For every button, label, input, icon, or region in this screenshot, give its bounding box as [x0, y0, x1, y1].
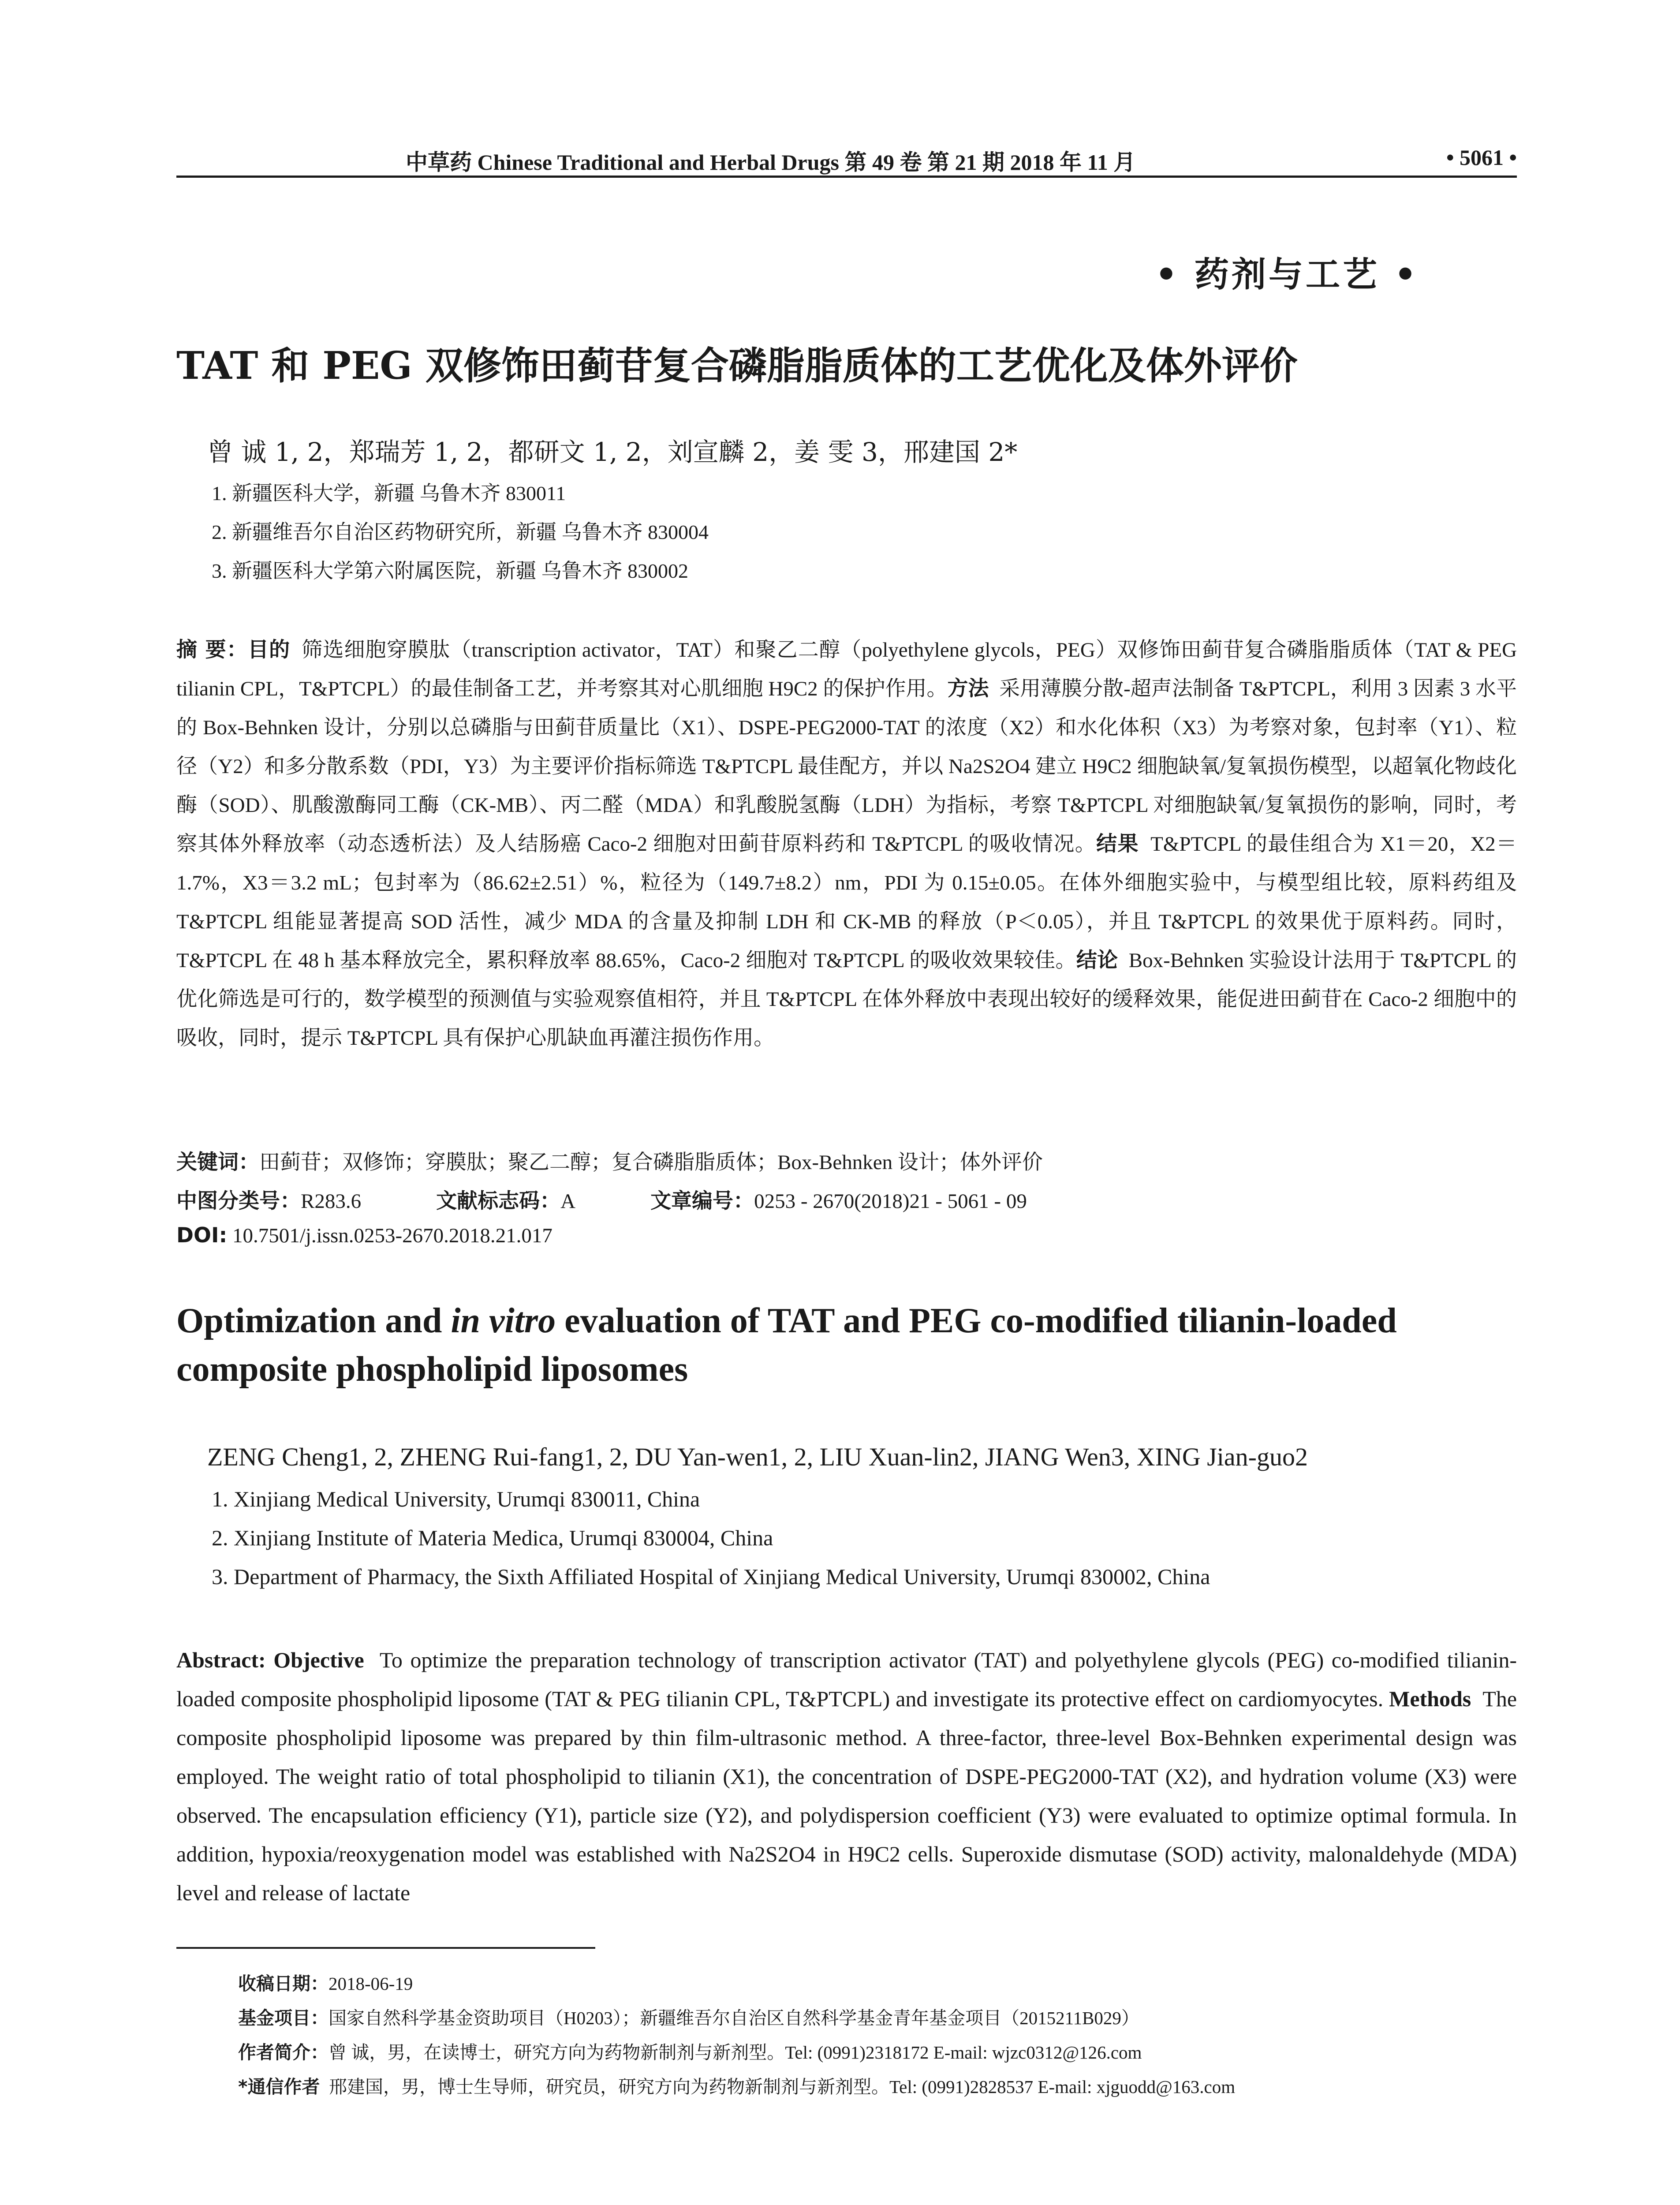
- affiliation-en-2: 2. Xinjiang Institute of Materia Medica, Urumqi 830004, China: [212, 1525, 773, 1550]
- methods-en-label: Methods: [1389, 1686, 1471, 1711]
- abstract-en: [176, 1641, 1517, 1912]
- footnote-fund: [238, 2003, 1139, 2029]
- abstract-cn-label: 摘 要：: [176, 638, 248, 662]
- keywords-cn-label: 关键词：: [176, 1150, 259, 1174]
- authors-en: ZENG Cheng1, 2, ZHENG Rui-fang1, 2, DU Yan-wen1, 2, LIU Xuan-lin2, JIANG Wen3, XING Jian-guo2: [207, 1443, 1308, 1471]
- article-no-value: 0253 - 2670(2018)21 - 5061 - 09: [754, 1190, 1027, 1213]
- doi-line: [176, 1223, 553, 1248]
- running-header: [176, 140, 1517, 180]
- doc-code-value: A: [560, 1190, 576, 1213]
- footnote-received: [238, 1969, 413, 1995]
- article-no-label: 文章编号：: [650, 1189, 754, 1213]
- author-text: 曾 诚，男，在读博士，研究方向为药物新制剂与新剂型。Tel: (0991)2318172 E-mail: wjzc0312@126.com: [329, 2042, 1142, 2063]
- fund-text: 国家自然科学基金资助项目（H0203）；新疆维吾尔自治区自然科学基金青年基金项目（2015211B029）: [329, 2008, 1139, 2028]
- title-en-italic: in vitro: [451, 1301, 556, 1340]
- conclusion-cn: Box-Behnken 实验设计法用于 T&PTCPL 的优化筛选是可行的，数学模型的预测值与实验观察值相符，并且 T&PTCPL 在体外释放中表现出较好的缓释效果，能促进田蓟苷在 Caco-2 细胞中的吸收，同时，提示 T&PTCPL 具有保护心肌缺血再灌注损伤作用。: [176, 949, 1517, 1050]
- received-label: 收稿日期：: [238, 1973, 329, 1994]
- author-label: 作者简介：: [238, 2042, 329, 2063]
- corr-text: 邢建国，男，博士生导师，研究员，研究方向为药物新制剂与新剂型。Tel: (0991)2828537 E-mail: xjguodd@163.com: [329, 2077, 1236, 2097]
- title-cn: TAT 和 PEG 双修饰田蓟苷复合磷脂脂质体的工艺优化及体外评价: [176, 344, 1298, 388]
- clc-label: 中图分类号：: [176, 1189, 301, 1213]
- objective-cn-label: 目的: [248, 638, 291, 662]
- affiliation-cn-3: 3. 新疆医科大学第六附属医院，新疆 乌鲁木齐 830002: [212, 560, 688, 582]
- page-number: • 5061 •: [1446, 145, 1517, 170]
- title-en-part1: Optimization and: [176, 1301, 451, 1340]
- affiliation-cn-1: 1. 新疆医科大学，新疆 乌鲁木齐 830011: [212, 482, 566, 505]
- title-en-part2: evaluation of TAT and PEG co-modified tilianin-loaded composite phospholipid liposomes: [176, 1301, 1397, 1389]
- conclusion-cn-label: 结论: [1076, 948, 1118, 972]
- journal-info: 中草药 Chinese Traditional and Herbal Drugs 第 49 卷 第 21 期 2018 年 11 月: [406, 150, 1136, 175]
- received-date: 2018-06-19: [329, 1973, 413, 1994]
- doi-label: DOI:: [176, 1223, 228, 1248]
- section-label: • 药剂与工艺 •: [1155, 254, 1419, 295]
- objective-en-label: Objective: [273, 1648, 364, 1672]
- fund-label: 基金项目：: [238, 2007, 329, 2029]
- title-en: [176, 1297, 1534, 1394]
- keywords-cn: [176, 1146, 1043, 1175]
- doc-code-label: 文献标志码：: [436, 1189, 561, 1213]
- classification-line: [176, 1185, 1027, 1214]
- methods-cn-label: 方法: [947, 676, 989, 701]
- footnote-author: [238, 2038, 1142, 2064]
- affiliation-en-1: 1. Xinjiang Medical University, Urumqi 830011, China: [212, 1487, 700, 1511]
- results-cn: T&PTCPL 的最佳组合为 X1＝20，X2＝1.7%，X3＝3.2 mL；包封率为（86.62±2.51）%，粒径为（149.7±8.2）nm，PDI 为 0.15±0.05。在体外细胞实验中，与模型组比较，原料药组及 T&PTCPL 组能显著提高 SOD 活性，减少 MDA 的含量及抑制 LDH 和 CK-MB 的释放（P＜0.05），并且 T&PTCPL 的效果优于原料药。同时，T&PTCPL 在 48 h 基本释放完全，累积释放率 88.65%，Caco-2 细胞对 T&PTCPL 的吸收效果较佳。: [176, 833, 1517, 972]
- affiliation-en-3: 3. Department of Pharmacy, the Sixth Affiliated Hospital of Xinjiang Medical University, Urumqi 830002, China: [212, 1564, 1210, 1589]
- clc-value: R283.6: [301, 1190, 362, 1213]
- results-cn-label: 结果: [1096, 832, 1139, 856]
- authors-cn: 曾 诚 1, 2，郑瑞芳 1, 2，都研文 1, 2，刘宣麟 2，姜 雯 3，邢建国 2*: [207, 437, 1018, 467]
- footnote-correspondence: [238, 2072, 1235, 2098]
- doi-value[interactable]: 10.7501/j.issn.0253-2670.2018.21.017: [232, 1224, 553, 1247]
- header-rule: [176, 176, 1517, 178]
- methods-cn: 采用薄膜分散-超声法制备 T&PTCPL，利用 3 因素 3 水平的 Box-Behnken 设计，分别以总磷脂与田蓟苷质量比（X1）、DSPE-PEG2000-TAT 的浓度（X2）和水化体积（X3）为考察对象，包封率（Y1）、粒径（Y2）和多分散系数（PDI，Y3）为主要评价指标筛选 T&PTCPL 最佳配方，并以 Na2S2O4 建立 H9C2 细胞缺氧/复氧损伤模型，以超氧化物歧化酶（SOD）、肌酸激酶同工酶（CK-MB）、丙二醛（MDA）和乳酸脱氢酶（LDH）为指标，考察 T&PTCPL 对细胞缺氧/复氧损伤的影响，同时，考察其体外释放率（动态透析法）及人结肠癌 Caco-2 细胞对田蓟苷原料药和 T&PTCPL 的吸收情况。: [176, 677, 1517, 856]
- corr-label: *通信作者: [238, 2076, 320, 2097]
- footnote-rule: [176, 1947, 595, 1949]
- affiliation-cn-2: 2. 新疆维吾尔自治区药物研究所，新疆 乌鲁木齐 830004: [212, 521, 709, 543]
- abstract-cn: [176, 631, 1517, 1058]
- keywords-cn-text: 田蓟苷；双修饰；穿膜肽；聚乙二醇；复合磷脂脂质体；Box-Behnken 设计；体外评价: [259, 1151, 1043, 1174]
- objective-cn: 筛选细胞穿膜肽（transcription activator，TAT）和聚乙二醇（polyethylene glycols，PEG）双修饰田蓟苷复合磷脂脂质体（TAT & PEG tilianin CPL，T&PTCPL）的最佳制备工艺，并考察其对心肌细胞 H9C2 的保护作用。: [176, 639, 1517, 700]
- methods-en: The composite phospholipid liposome was prepared by thin film-ultrasonic method. A three-factor, three-level Box-Behnken experimental design was employed. The weight ratio of total phospholipid to tilianin (X1), the concentration of DSPE-PEG2000-TAT (X2), and hydration volume (X3) were observed. The encapsulation efficiency (Y1), particle size (Y2), and polydispersion coefficient (Y3) were evaluated to optimize optimal formula. In addition, hypoxia/reoxygenation model was established with Na2S2O4 in H9C2 cells. Superoxide dismutase (SOD) activity, malonaldehyde (MDA) level and release of lactate: [176, 1686, 1517, 1905]
- abstract-en-label: Abstract:: [176, 1648, 266, 1672]
- objective-en: To optimize the preparation technology of transcription activator (TAT) and polyethylene glycols (PEG) co-modified tilianin-loaded composite phospholipid liposome (TAT & PEG tilianin CPL, T&PTCPL) and investigate its protective effect on cardiomyocytes.: [176, 1648, 1517, 1711]
